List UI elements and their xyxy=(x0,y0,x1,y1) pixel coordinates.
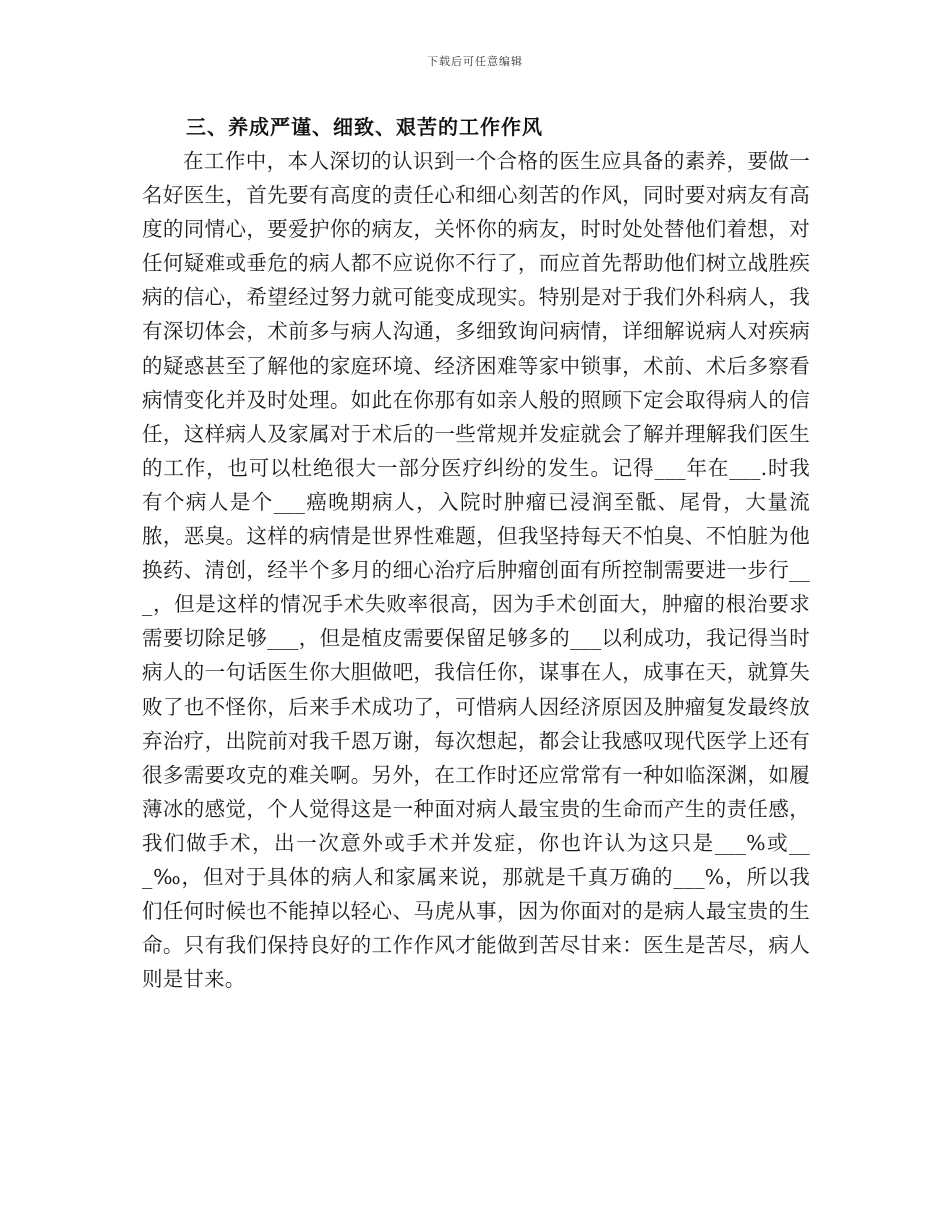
section-title: 三、养成严谨、细致、艰苦的工作作风 xyxy=(186,115,543,139)
page-header: 下载后可任意编辑 xyxy=(427,55,523,68)
body-paragraph: 在工作中，本人深切的认识到一个合格的医生应具备的素养，要做一名好医生，首先要有高度的责任心和细心刻苦的作风，同时要对病友有高度的同情心，要爱护你的病友，关怀你的病友，时时处处替他们着想，对任何疑难或垂危的病人都不应说你不行了，而应首先帮助他们树立战胜疾病的信心，希望经过努力就可能变成现实。特别是对于我们外科病人，我有深切体会，术前多与病人沟通，多细致询问病情，详细解说病人对疾病的疑惑甚至了解他的家庭环境、经济困难等家中锁事，术前、术后多察看病情变化并及时处理。如此在你那有如亲人般的照顾下定会取得病人的信任，这样病人及家属对于术后的一些常规并发症就会了解并理解我们医生的工作，也可以杜绝很大一部分医疗纠纷的发生。记得___年在___.时我有个病人是个___癌晚期病人，入院时肿瘤已浸润至骶、尾骨，大量流脓，恶臭。这样的病情是世界性难题，但我坚持每天不怕臭、不怕脏为他换药、清创，经半个多月的细心治疗后肿瘤创面有所控制需要进一步行___，但是这样的情况手术失败率很高，因为手术创面大，肿瘤的根治要求需要切除足够___，但是植皮需要保留足够多的___以利成功，我记得当时病人的一句话医生你大胆做吧，我信任你，谋事在人，成事在天，就算失败了也不怪你，后来手术成功了，可惜病人因经济原因及肿瘤复发最终放弃治疗，出院前对我千恩万谢，每次想起，都会让我感叹现代医学上还有很多需要攻克的难关啊。另外，在工作时还应常常有一种如临深渊，如履薄冰的感觉，个人觉得这是一种面对病人最宝贵的生命而产生的责任感，我们做手术，出一次意外或手术并发症，你也许认为这只是___%或___‰，但对于具体的病人和家属来说，那就是千真万确的___%，所以我们任何时候也不能掉以轻心、马虎从事，因为你面对的是病人最宝贵的生命。只有我们保持良好的工作作风才能做到苦尽甘来：医生是苦尽，病人则是甘来。 xyxy=(142,149,810,992)
document-body xyxy=(142,110,810,996)
